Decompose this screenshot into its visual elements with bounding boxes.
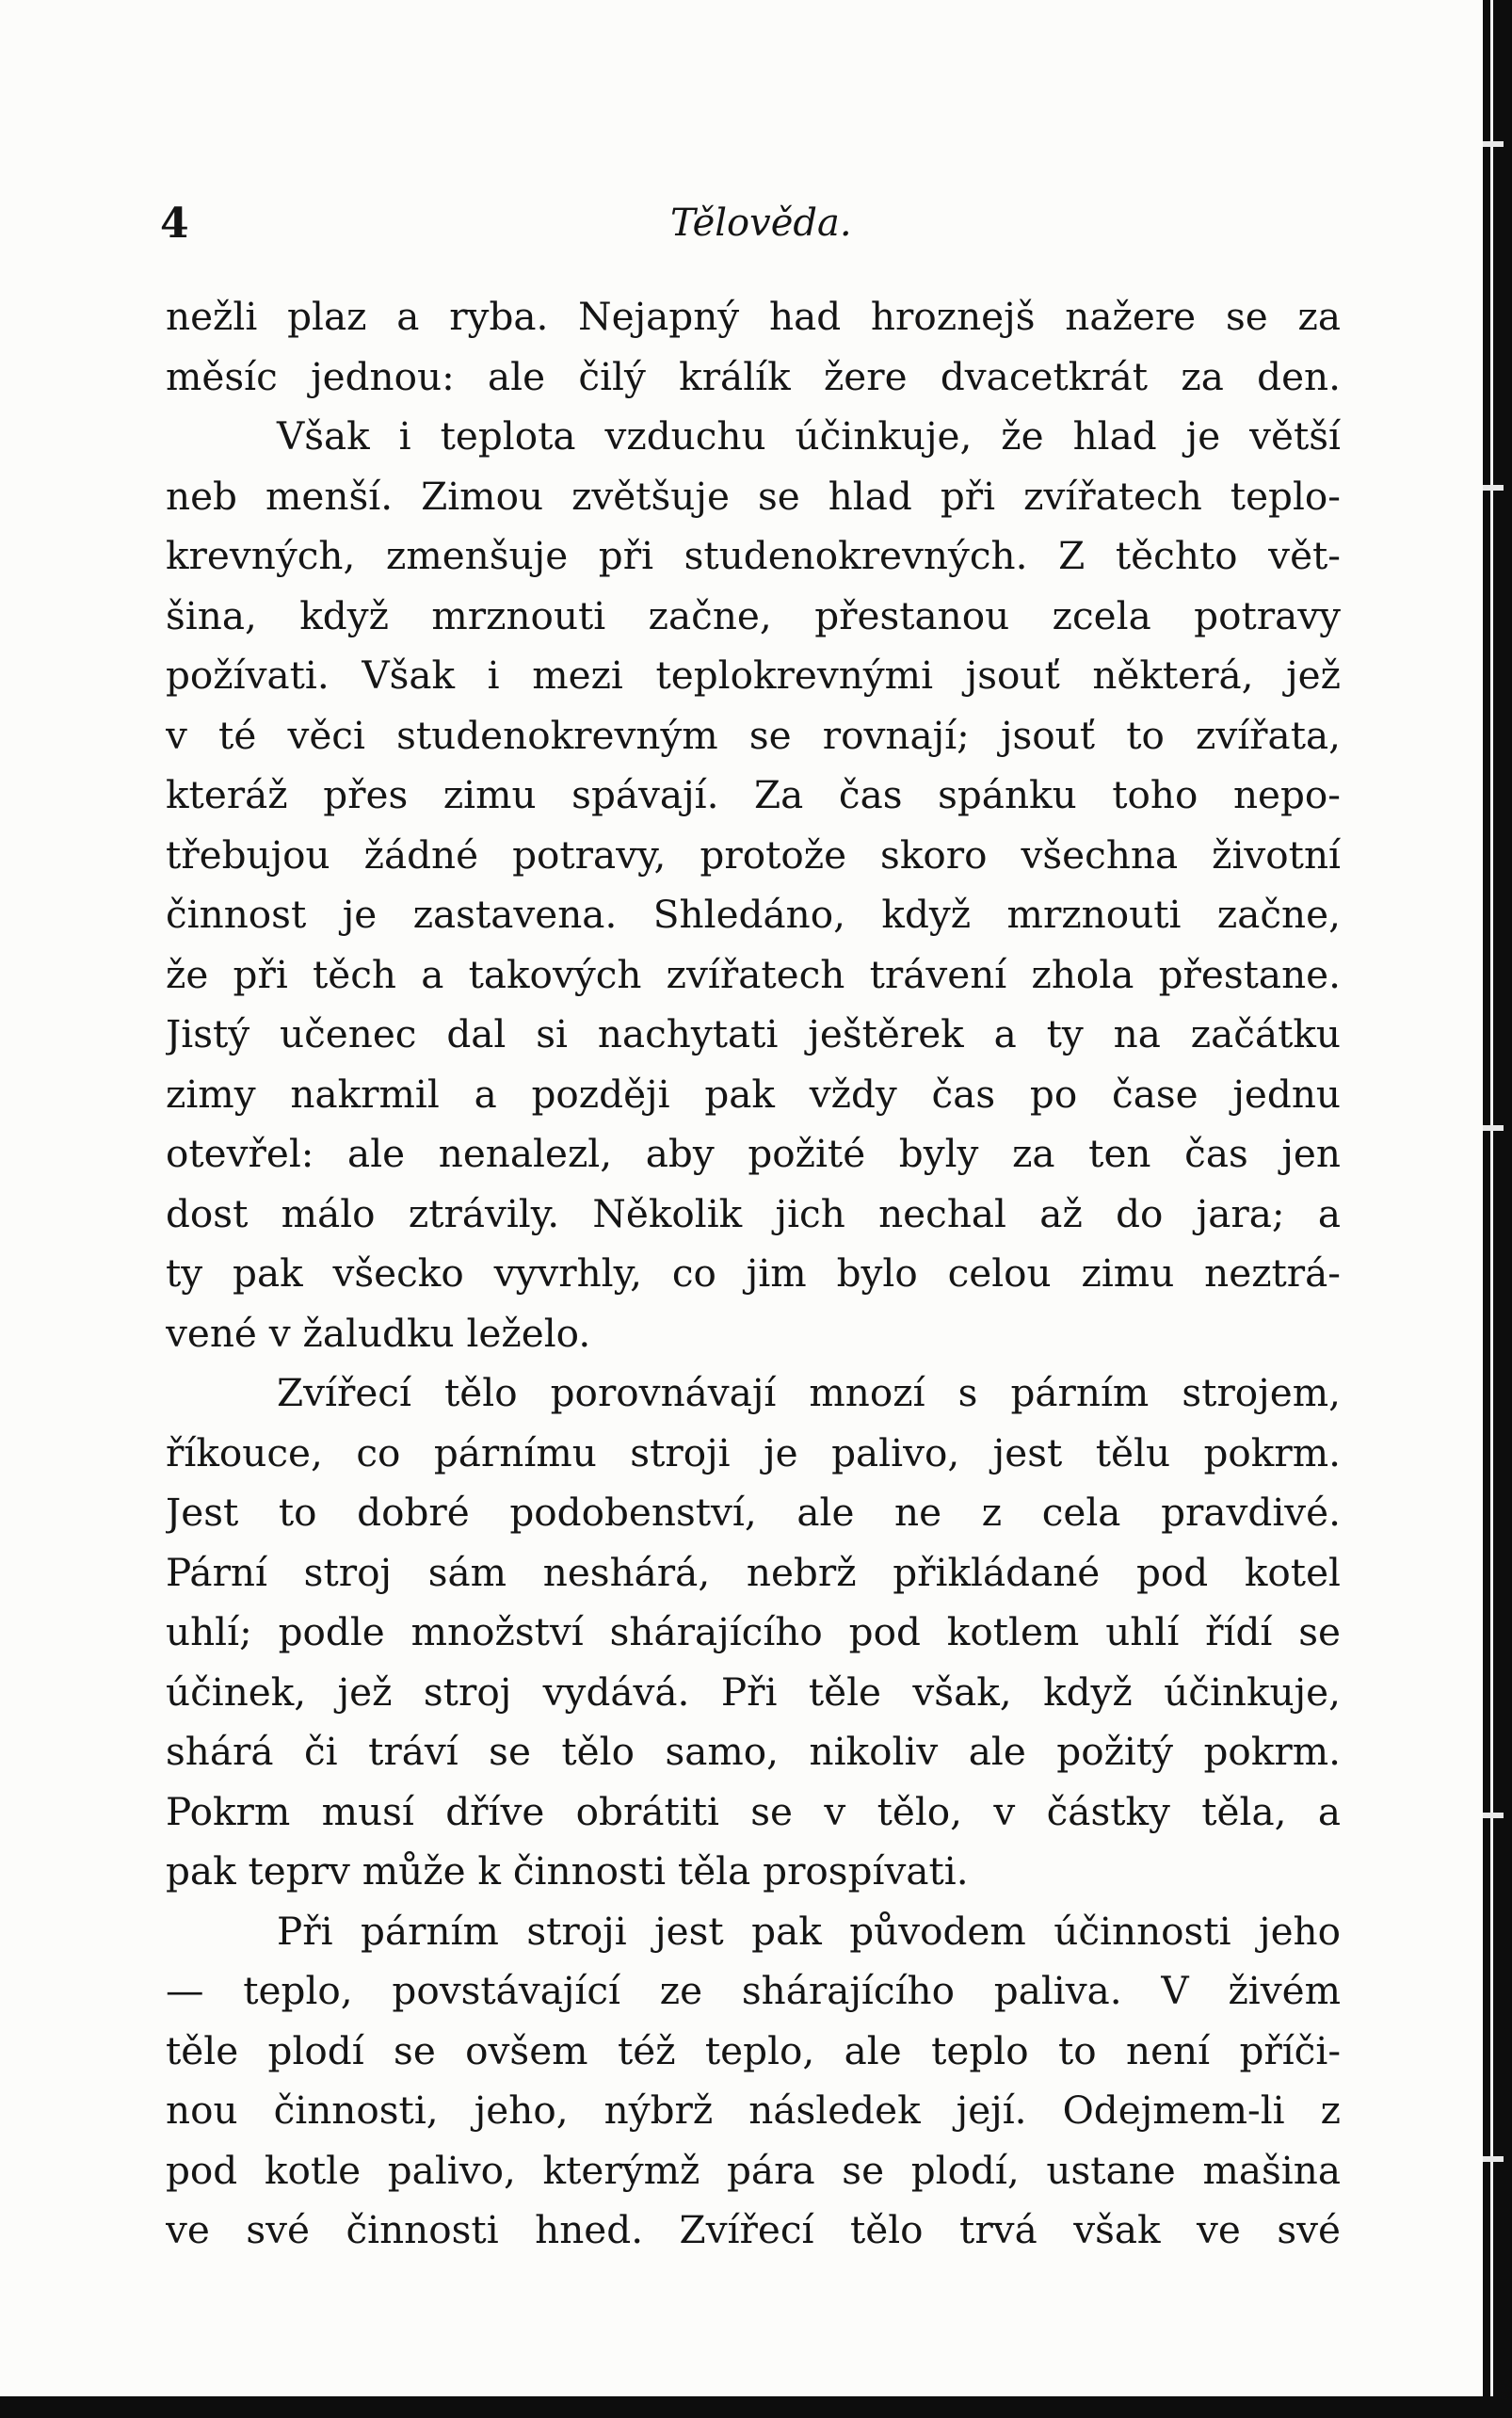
page-edge-line <box>1490 0 1493 2418</box>
text-line: Jistý učenec dal si nachytati ještěrek a ty na začátku <box>166 1011 1341 1056</box>
text-line: účinek, jež stroj vydává. Při těle však, když účinkuje, <box>166 1668 1341 1715</box>
text-line: otevřel: ale nenalezl, aby požité byly za ten čas jen <box>166 1131 1341 1176</box>
text-line: třebujou žádné potravy, protože skoro všechna životní <box>166 831 1341 878</box>
text-line: shárá či tráví se tělo samo, nikoliv ale požitý pokrm. <box>166 1729 1341 1774</box>
edge-mark <box>1483 1813 1504 1818</box>
edge-mark <box>1483 1125 1504 1131</box>
text-line: kteráž přes zimu spávají. Za čas spánku toho nepo- <box>166 772 1341 817</box>
text-line: Jest to dobré podobenství, ale ne z cela pravdivé. <box>166 1490 1341 1535</box>
scan-border-bottom <box>0 2396 1512 2418</box>
text-line: krevných, zmenšuje při studenokrevných. Z těchto vět- <box>166 533 1341 578</box>
text-line: těle plodí se ovšem též teplo, ale teplo to není příči- <box>166 2027 1341 2073</box>
text-line: uhlí; podle množství shárajícího pod kotlem uhlí řídí se <box>166 1609 1341 1654</box>
text-line: nou činnosti, jeho, nýbrž následek její. Odejmem-li z <box>166 2088 1341 2133</box>
scan-border-right <box>1483 0 1512 2418</box>
text-line: činnost je zastavena. Shledáno, když mrznouti začne, <box>166 892 1341 937</box>
text-line: Zvířecí tělo porovnávají mnozí s párním strojem, <box>277 1370 1341 1415</box>
text-line: požívati. Však i mezi teplokrevnými jsouť některá, jež <box>166 653 1341 698</box>
text-line: neb menší. Zimou zvětšuje se hlad při zvířatech teplo- <box>166 473 1341 519</box>
text-line: že při těch a takových zvířatech trávení zhola přestane. <box>166 951 1341 997</box>
text-line: pod kotle palivo, kterýmž pára se plodí, ustane mašina <box>166 2147 1341 2193</box>
page-number: 4 <box>160 200 189 248</box>
text-line: v té věci studenokrevným se rovnají; jsouť to zvířata, <box>166 712 1341 758</box>
text-line: Při párním stroji jest pak původem účinnosti jeho <box>277 1908 1341 1954</box>
text-line: nežli plaz a ryba. Nejapný had hroznejš nažere se za <box>166 294 1341 339</box>
page-header <box>0 200 1483 256</box>
text-line: ve své činnosti hned. Zvířecí tělo trvá však ve své <box>166 2207 1341 2252</box>
edge-mark <box>1483 2156 1504 2162</box>
text-line: vené v žaludku leželo. <box>166 1310 591 1356</box>
text-line: šina, když mrznouti začne, přestanou zcela potravy <box>166 592 1341 638</box>
text-line: zimy nakrmil a později pak vždy čas po čase jednu <box>166 1071 1341 1117</box>
text-line: říkouce, co párnímu stroji je palivo, jest tělu pokrm. <box>166 1429 1341 1475</box>
text-line: pak teprv může k činnosti těla prospívati. <box>166 1848 969 1894</box>
text-line: dost málo ztrávily. Několik jich nechal až do jara; a <box>166 1190 1341 1236</box>
text-line: Pární stroj sám neshárá, nebrž přikládané pod kotel <box>166 1549 1341 1595</box>
edge-mark <box>1483 485 1504 491</box>
running-title: Tělověda. <box>670 202 852 245</box>
text-line: měsíc jednou: ale čilý králík žere dvacetkrát za den. <box>166 353 1341 399</box>
body-text <box>166 287 1341 2261</box>
edge-mark <box>1483 141 1504 147</box>
text-line: — teplo, povstávající ze shárajícího paliva. V živém <box>166 1968 1341 2013</box>
text-line: Však i teplota vzduchu účinkuje, že hlad je větší <box>277 413 1341 459</box>
text-line: ty pak všecko vyvrhly, co jim bylo celou zimu neztrá- <box>166 1250 1341 1296</box>
text-line: Pokrm musí dříve obrátiti se v tělo, v částky těla, a <box>166 1788 1341 1834</box>
